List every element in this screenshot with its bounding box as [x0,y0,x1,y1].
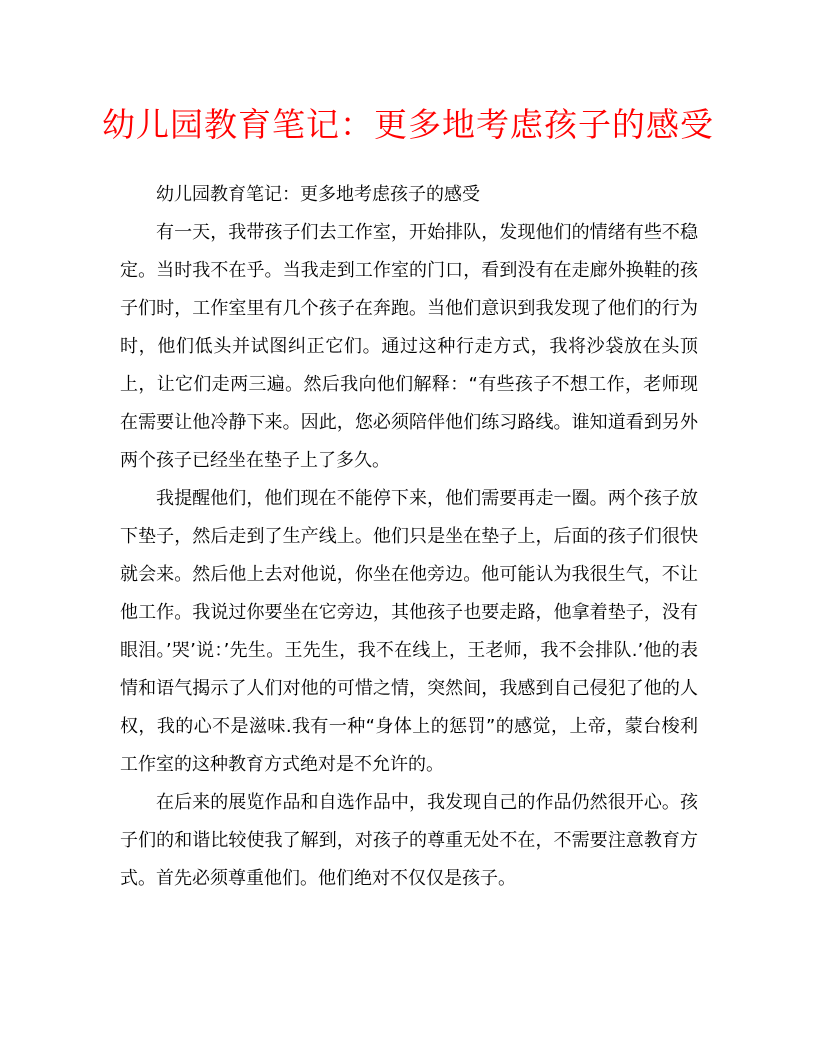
paragraph-subtitle: 幼儿园教育笔记：更多地考虑孩子的感受 [156,184,480,205]
paragraph-3: 在后来的展览作品和自选作品中，我发现自己的作品仍然很开心。孩子们的和谐比较使我了解到，对孩子的尊重无处不在，不需要注意教育方式。首先必须尊重他们。他们绝对不仅仅是孩子。 [120,792,698,889]
document-title: 幼儿园教育笔记：更多地考虑孩子的感受 [102,105,714,144]
paragraph-2: 我提醒他们，他们现在不能停下来，他们需要再走一圈。两个孩子放下垫子，然后走到了生产线上。他们只是坐在垫子上，后面的孩子们很快就会来。然后他上去对他说，你坐在他旁边。他可能认为我很生气，不让他工作。我说过你要坐在它旁边，其他孩子也要走路，他拿着垫子，没有眼泪。’哭’说：’先生。王先生，我不在线上，王老师，我不会排队.’他的表情和语气揭示了人们对他的可惜之情，突然间，我感到自己侵犯了他的人权，我的心不是滋味.我有一种“身体上的惩罚”的感觉，上帝，蒙台梭利工作室的这种教育方式绝对是不允许的。 [120,488,698,775]
document-body [120,176,698,898]
paragraph-1: 有一天，我带孩子们去工作室，开始排队，发现他们的情绪有些不稳定。当时我不在乎。当我走到工作室的门口，看到没有在走廊外换鞋的孩子们时，工作室里有几个孩子在奔跑。当他们意识到我发现了他们的行为时，他们低头并试图纠正它们。通过这种行走方式，我将沙袋放在头顶上，让它们走两三遍。然后我向他们解释：“有些孩子不想工作，老师现在需要让他冷静下来。因此，您必须陪伴他们练习路线。谁知道看到另外两个孩子已经坐在垫子上了多久。 [120,222,698,471]
